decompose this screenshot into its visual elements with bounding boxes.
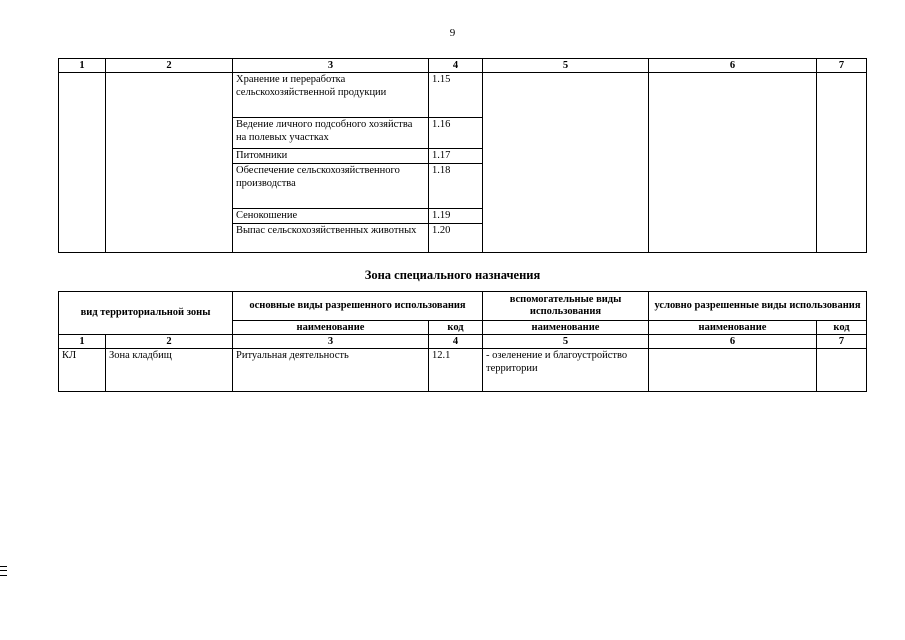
use-name-cell: Ведение личного подсобного хозяйства на полевых участках xyxy=(233,118,429,149)
conditional-uses-name-cell xyxy=(649,349,817,392)
auxiliary-uses-cell xyxy=(483,73,649,253)
header-auxiliary-name: наименование xyxy=(483,321,649,335)
margin-mark-icon xyxy=(0,566,7,576)
column-number: 7 xyxy=(817,59,867,73)
conditional-uses-code-cell xyxy=(817,73,867,253)
column-number-row xyxy=(59,335,867,349)
header-conditional-uses: условно разрешенные виды использования xyxy=(649,292,867,321)
use-code-cell: 12.1 xyxy=(429,349,483,392)
use-name-cell: Обеспечение сельскохозяйственного производства xyxy=(233,164,429,209)
use-code-cell: 1.17 xyxy=(429,149,483,164)
column-number: 4 xyxy=(429,335,483,349)
zone-name-cell xyxy=(106,73,233,253)
use-code-cell: 1.16 xyxy=(429,118,483,149)
header-main-code: код xyxy=(429,321,483,335)
zone-name-cell: Зона кладбищ xyxy=(106,349,233,392)
column-number: 1 xyxy=(59,59,106,73)
column-number-row xyxy=(59,59,867,73)
use-name-cell: Выпас сельскохозяйственных животных xyxy=(233,224,429,253)
table-agricultural-uses-continued xyxy=(58,58,867,253)
column-number: 3 xyxy=(233,59,429,73)
column-number: 7 xyxy=(817,335,867,349)
use-name-cell: Сенокошение xyxy=(233,209,429,224)
column-number: 3 xyxy=(233,335,429,349)
header-main-name: наименование xyxy=(233,321,429,335)
conditional-uses-name-cell xyxy=(649,73,817,253)
column-number: 2 xyxy=(106,335,233,349)
zone-code-cell: КЛ xyxy=(59,349,106,392)
column-number: 5 xyxy=(483,59,649,73)
use-name-cell: Питомники xyxy=(233,149,429,164)
header-auxiliary-uses: вспомогательные виды использования xyxy=(483,292,649,321)
column-number: 4 xyxy=(429,59,483,73)
table-row xyxy=(59,73,867,118)
table-row xyxy=(59,349,867,392)
column-number: 5 xyxy=(483,335,649,349)
header-row-groups xyxy=(59,292,867,321)
column-number: 6 xyxy=(649,59,817,73)
header-main-uses: основные виды разрешенного использования xyxy=(233,292,483,321)
header-conditional-name: наименование xyxy=(649,321,817,335)
column-number: 1 xyxy=(59,335,106,349)
use-code-cell: 1.15 xyxy=(429,73,483,118)
header-zone-type: вид территориальной зоны xyxy=(59,292,233,335)
column-number: 6 xyxy=(649,335,817,349)
conditional-uses-code-cell xyxy=(817,349,867,392)
use-code-cell: 1.20 xyxy=(429,224,483,253)
section-title: Зона специального назначения xyxy=(364,268,541,282)
zone-code-cell xyxy=(59,73,106,253)
use-name-cell: Ритуальная деятельность xyxy=(233,349,429,392)
column-number: 2 xyxy=(106,59,233,73)
use-code-cell: 1.18 xyxy=(429,164,483,209)
auxiliary-uses-cell: - озеленение и благоустройство территории xyxy=(483,349,649,392)
use-code-cell: 1.19 xyxy=(429,209,483,224)
table-special-purpose-zone xyxy=(58,291,867,392)
page-number: 9 xyxy=(449,27,456,39)
header-conditional-code: код xyxy=(817,321,867,335)
use-name-cell: Хранение и переработка сельскохозяйственной продукции xyxy=(233,73,429,118)
